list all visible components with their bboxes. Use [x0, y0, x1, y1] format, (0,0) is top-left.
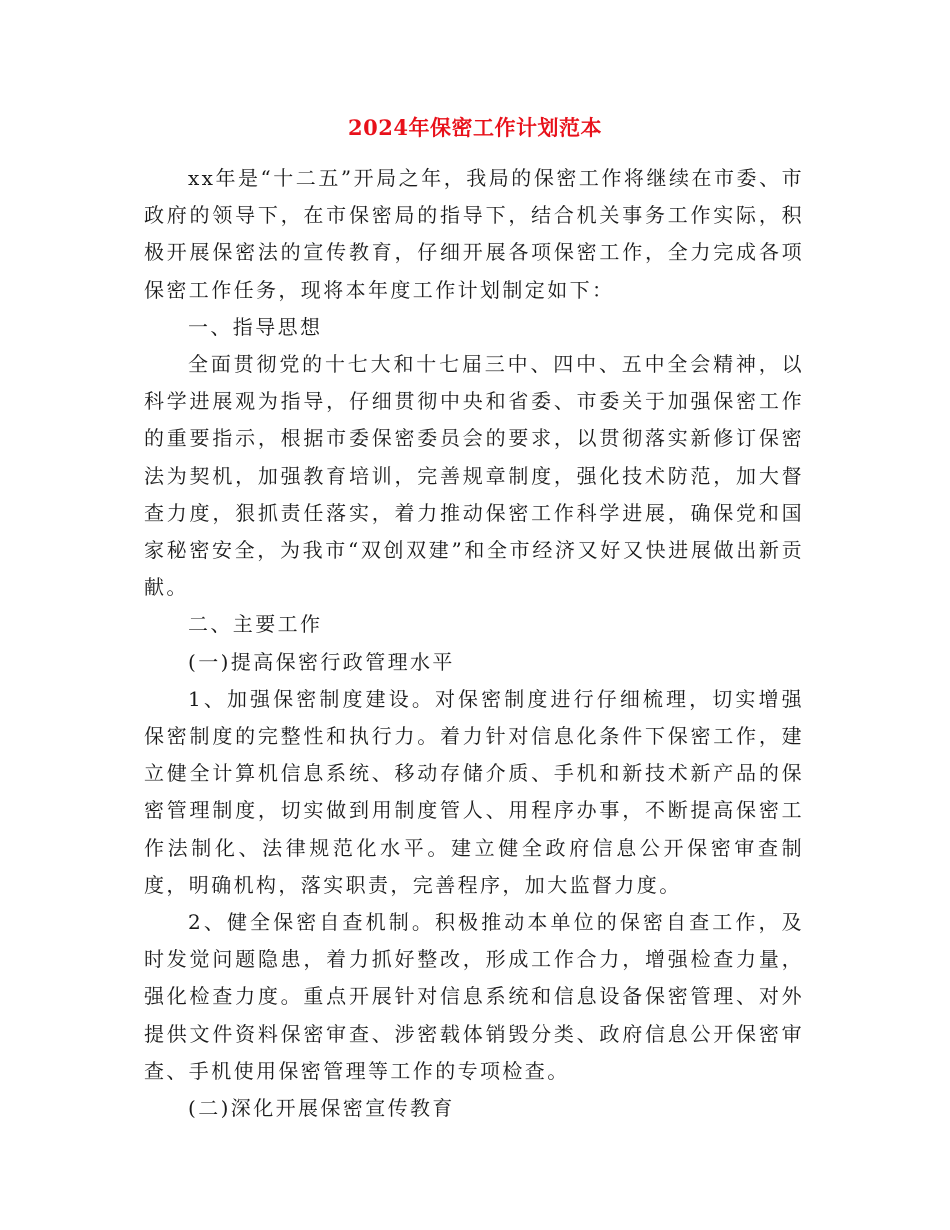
subsection-heading-admin-management: (一)提高保密行政管理水平 [188, 649, 455, 674]
intro-paragraph: xx年是“十二五”开局之年，我局的保密工作将继续在市委、市政府的领导下，在市保密局的指导下，结合机关事务工作实际，积极开展保密法的宣传教育，仔细开展各项保密工作，全力完成各项保密工作任务，现将本年度工作计划制定如下： [144, 166, 804, 302]
section-heading-main-work: 二、主要工作 [188, 612, 323, 637]
document-body [144, 160, 804, 1127]
subsection-heading-publicity-education: (二)深化开展保密宣传教育 [188, 1096, 455, 1121]
document-title: 2024年保密工作计划范本 [348, 115, 602, 140]
item-1-paragraph: 1、加强保密制度建设。对保密制度进行仔细梳理，切实增强保密制度的完整性和执行力。着力针对信息化条件下保密工作，建立健全计算机信息系统、移动存储介质、手机和新技术新产品的保密管理制度，切实做到用制度管人、用程序办事，不断提高保密工作法制化、法律规范化水平。建立健全政府信息公开保密审查制度，明确机构，落实职责，完善程序，加大监督力度。 [144, 686, 804, 897]
item-2-paragraph: 2、健全保密自查机制。积极推动本单位的保密自查工作，及时发觉问题隐患，着力抓好整改，形成工作合力，增强检查力量，强化检查力度。重点开展针对信息系统和信息设备保密管理、对外提供文件资料保密审查、涉密载体销毁分类、政府信息公开保密审查、手机使用保密管理等工作的专项检查。 [144, 910, 804, 1083]
guiding-ideology-paragraph: 全面贯彻党的十七大和十七届三中、四中、五中全会精神，以科学进展观为指导，仔细贯彻中央和省委、市委关于加强保密工作的重要指示，根据市委保密委员会的要求，以贯彻落实新修订保密法为契机，加强教育培训，完善规章制度，强化技术防范，加大督查力度，狠抓责任落实，着力推动保密工作科学进展，确保党和国家秘密安全，为我市“双创双建”和全市经济又好又快进展做出新贡献。 [144, 352, 804, 600]
section-heading-guiding-ideology: 一、指导思想 [188, 314, 323, 339]
